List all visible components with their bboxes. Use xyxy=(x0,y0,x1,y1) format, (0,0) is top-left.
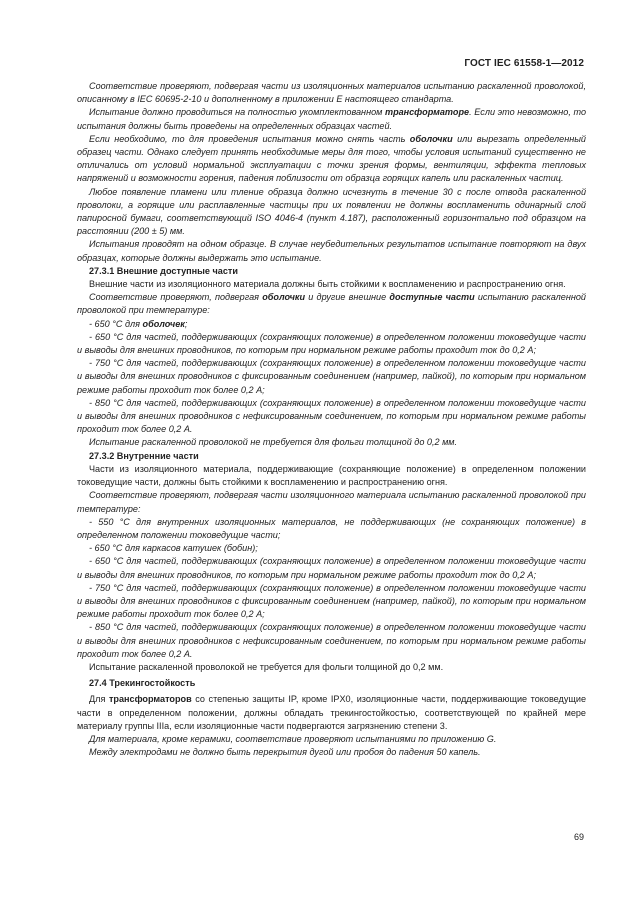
list-item: - 550 °С для внутренних изоляционных материалов, не поддерживающих (не сохраняющих положение) в определенном положении токоведущие части; xyxy=(77,516,586,540)
paragraph: Соответствие проверяют, подвергая оболочки и другие внешние доступные части испытанию раскаленной проволокой при температуре: xyxy=(77,292,586,316)
list-item: - 650 °С для частей, поддерживающих (сохраняющих положение) в определенном положении токоведущие части и выводы для внешних проводников, по которым при нормальном режиме работы проходит ток до 0,2 А; xyxy=(77,556,586,580)
paragraph: Между электродами не должно быть перекрытия дугой или пробоя до падения 50 капель. xyxy=(89,747,481,758)
list-item: - 750 °С для частей, поддерживающих (сохраняющих положение) в определенном положении токоведущие части и выводы для внешних проводников с фиксированным соединением (например, пайкой), по которым при нормальном режиме работы проходит ток более 0,2 А; xyxy=(77,358,586,395)
list-item: - 850 °С для частей, поддерживающих (сохраняющих положение) в определенном положении токоведущие части и выводы для внешних проводников с нефиксированным соединением, по которым при нормальном режиме работы проходит ток более 0,2 А. xyxy=(77,397,586,435)
page-body xyxy=(77,80,586,759)
paragraph: Испытания проводят на одном образце. В случае неубедительных результатов испытание повторяют на двух образцах, которые должны выдержать это испытание. xyxy=(77,239,586,263)
paragraph: Любое появление пламени или тление образца должно исчезнуть в течение 30 с после отвода раскаленной проволоки, а горящие или расплавленные частицы при их появлении не должны воспламенить одинарный слой папиросной бумаги, соответствующий ISO 4046-4 (пункт 4.187), расположенный горизонтально под образцом на расстоянии (200 ± 5) мм. xyxy=(77,186,586,237)
paragraph: Испытание раскаленной проволокой не требуется для фольги толщиной до 0,2 мм. xyxy=(89,661,444,672)
paragraph: Части из изоляционного материала, поддерживающие (сохраняющие положение) в определенном положении токоведущие части, должны быть стойкими к воспламенению и распространению огня. xyxy=(77,463,586,488)
list-item: - 650 °С для частей, поддерживающих (сохраняющих положение) в определенном положении токоведущие части и выводы для внешних проводников, по которым при нормальном режиме работы проходит ток до 0,2 А; xyxy=(77,331,586,356)
paragraph: Испытание должно проводиться на полностью укомплектованном трансформаторе. Если это невозможно, то испытания должны быть проведены на определенных образцах частей. xyxy=(77,107,587,131)
section-heading-27-3-2: 27.3.2 Внутренние части xyxy=(89,450,199,461)
list-item: - 650 °С для каркасов катушек (бобин); xyxy=(89,543,258,554)
paragraph: Соответствие проверяют, подвергая части из изоляционных материалов испытанию раскаленной проволокой, описанному в IEC 60695-2-10 и дополненному в приложении Е настоящего стандарта. xyxy=(77,81,586,105)
paragraph: Соответствие проверяют, подвергая части изоляционного материала испытанию раскаленной проволокой при температуре: xyxy=(77,490,586,514)
paragraph: Для материала, кроме керамики, соответствие проверяют испытаниями по приложению G. xyxy=(89,733,497,744)
paragraph: Испытание раскаленной проволокой не требуется для фольги толщиной до 0,2 мм. xyxy=(89,437,458,448)
paragraph: Для трансформаторов со степенью защиты IP, кроме IPX0, изоляционные части, поддерживающие токоведущие части в определенном положении, должны обладать трекингостойкостью, соответствующей по крайней мере материалу группы IIIa, если изоляционные части подвергаются загрязнению степени 3. xyxy=(77,694,586,731)
paragraph: Если необходимо, то для проведения испытания можно снять часть оболочки или вырезать определенный образец части. Однако следует принять необходимые меры для того, чтобы условия испытаний существенно не отличались от условий нормальной эксплуатации с точки зрения формы, вентиляции, эффекта тепловых напряжений и возможности горения, падения поблизости от образца горящих капель или раскаленных частиц. xyxy=(77,133,586,184)
list-item: - 750 °С для частей, поддерживающих (сохраняющих положение) в определенном положении токоведущие части и выводы для внешних проводников с фиксированным соединением (например, пайкой), по которым при нормальном режиме работы проходит ток более 0,2 А; xyxy=(77,582,586,620)
page-number: 69 xyxy=(573,832,584,842)
paragraph: Внешние части из изоляционного материала должны быть стойкими к воспламенению и распространению огня. xyxy=(89,279,566,290)
section-heading-27-3-1: 27.3.1 Внешние доступные части xyxy=(89,265,238,276)
standard-header: ГОСТ IEC 61558-1—2012 xyxy=(464,58,584,69)
list-item: - 850 °С для частей, поддерживающих (сохраняющих положение) в определенном положении токоведущие части и выводы для внешних проводников с нефиксированным соединением, по которым при нормальном режиме работы проходит ток более 0,2 А. xyxy=(77,622,586,659)
section-heading-27-4: 27.4 Трекингостойкость xyxy=(89,678,196,689)
list-item: - 650 °С для оболочек; xyxy=(89,318,188,329)
